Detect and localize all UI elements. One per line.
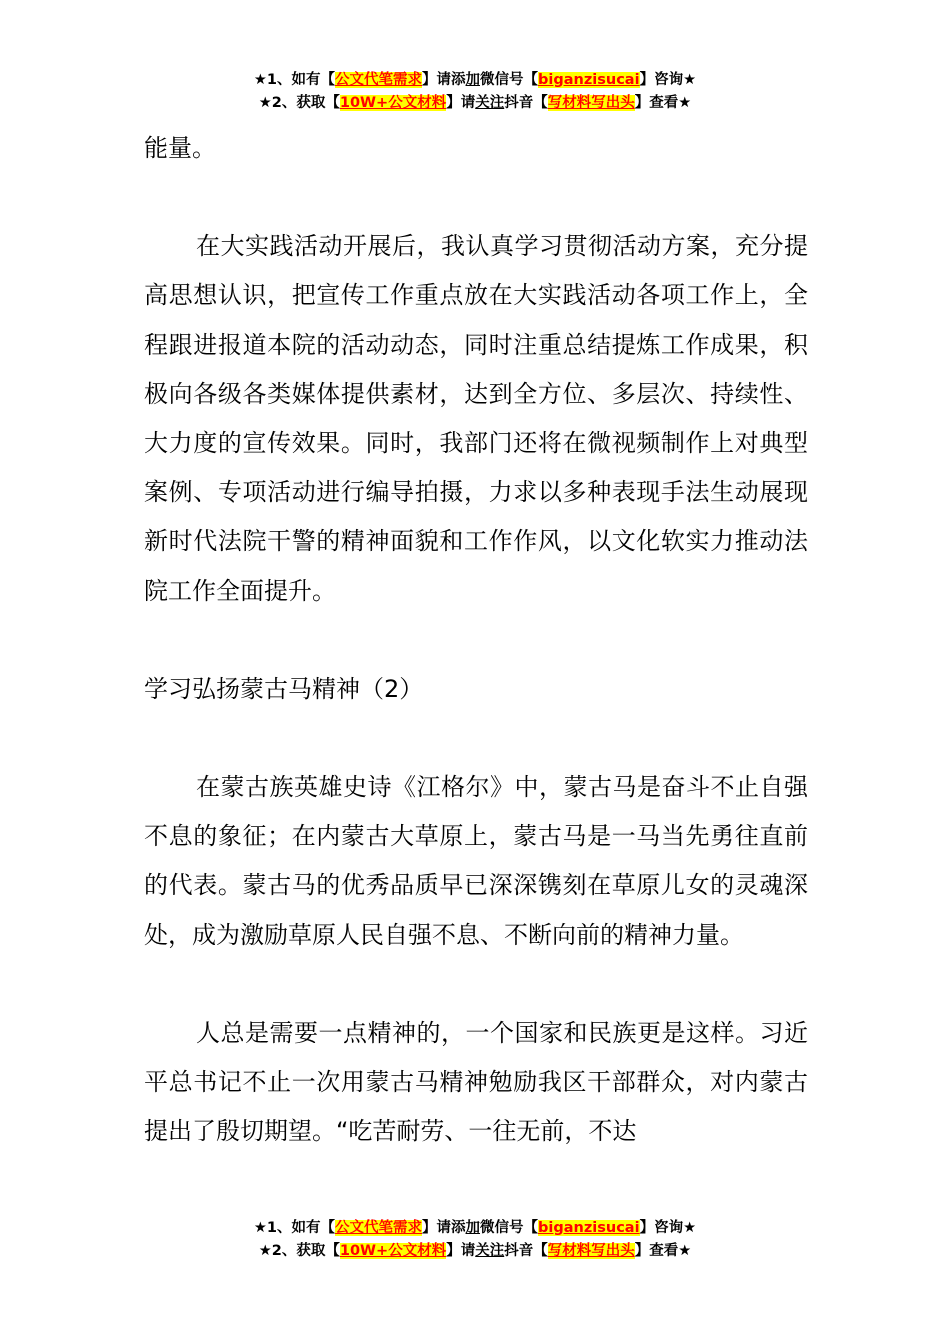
paragraph: 在蒙古族英雄史诗《江格尔》中，蒙古马是奋斗不止自强不息的象征；在内蒙古大草原上，蒙古马是一马当先勇往直前的代表。蒙古马的优秀品质早已深深镌刻在草原儿女的灵魂深处，成为激励草原人民自强不息、不断向前的精神力量。: [144, 773, 808, 949]
paragraph: 人总是需要一点精神的，一个国家和民族更是这样。习近平总书记不止一次用蒙古马精神勉励我区干部群众，对内蒙古提出了殷切期望。“吃苦耐劳、一往无前，不达: [144, 1018, 808, 1146]
douyin-id-highlight: 写材料写出头: [547, 95, 635, 111]
document-body: [144, 124, 808, 1156]
promo-highlight: 10W+公文材料: [339, 95, 447, 111]
paragraph: 在大实践活动开展后，我认真学习贯彻活动方案，充分提高思想认识，把宣传工作重点放在大实践活动各项工作上，全程跟进报道本院的活动动态，同时注重总结提炼工作成果，积极向各级各类媒体提供素材，达到全方位、多层次、持续性、大力度的宣传效果。同时，我部门还将在微视频制作上对典型案例、专项活动进行编导拍摄，力求以多种表现手法生动展现新时代法院干警的精神面貌和工作作风，以文化软实力推动法院工作全面提升。: [144, 232, 808, 605]
promo-line-1: ★1、如有【公文代笔需求】请添加微信号【biganzisucai】咨询★: [253, 1220, 697, 1236]
promo-line-2: ★2、获取【10W+公文材料】请关注抖音【写材料写出头】查看★: [258, 95, 692, 111]
promo-line-2: ★2、获取【10W+公文材料】请关注抖音【写材料写出头】查看★: [258, 1243, 692, 1259]
promo-highlight: 10W+公文材料: [339, 1243, 447, 1259]
douyin-id-highlight: 写材料写出头: [547, 1243, 635, 1259]
promo-line-1: ★1、如有【公文代笔需求】请添加微信号【biganzisucai】咨询★: [253, 72, 697, 88]
section-heading: 学习弘扬蒙古马精神（2）: [144, 674, 424, 703]
promo-banner-bottom: [0, 1217, 950, 1263]
promo-highlight: 公文代笔需求: [335, 72, 423, 88]
paragraph-continuation: 能量。: [144, 134, 216, 162]
wechat-id-highlight: biganzisucai: [538, 1220, 640, 1236]
promo-highlight: 公文代笔需求: [335, 1220, 423, 1236]
wechat-id-highlight: biganzisucai: [538, 72, 640, 88]
promo-banner-top: [0, 69, 950, 115]
